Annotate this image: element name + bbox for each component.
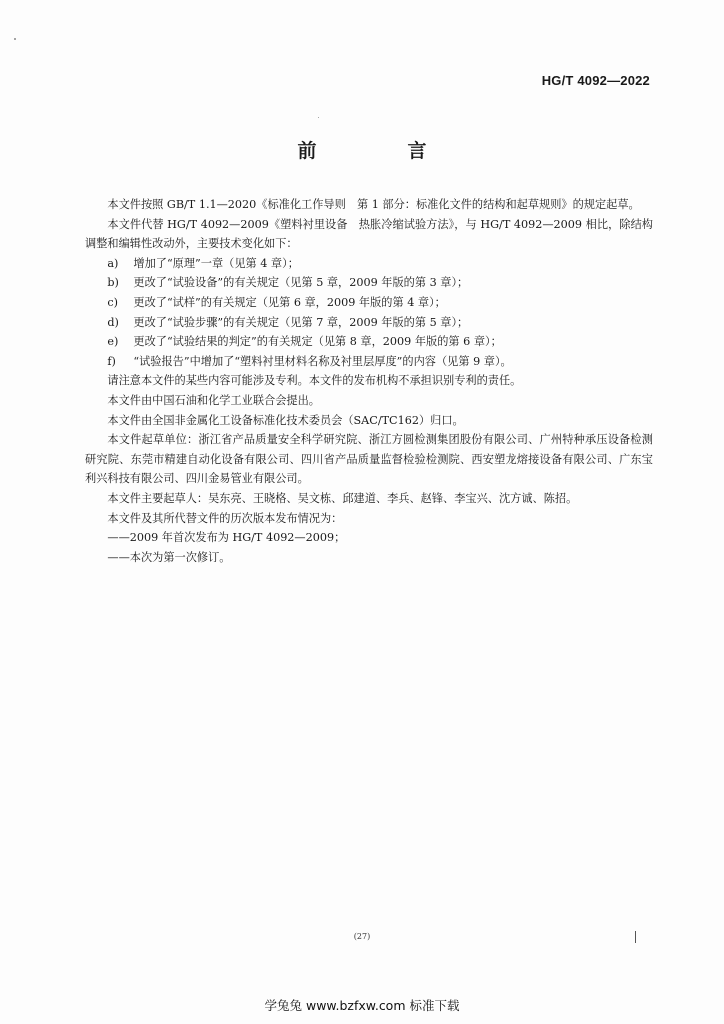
change-item-text: “试验报告”中增加了“塑料衬里材料名称及衬里层厚度”的内容（见第 9 章）。 <box>133 354 512 368</box>
change-item-label: e) <box>107 335 119 349</box>
change-item <box>85 332 653 352</box>
change-item <box>85 273 653 293</box>
change-item-text: 更改了“试验设备”的有关规定（见第 5 章，2009 年版的第 3 章）； <box>133 276 469 290</box>
page-number: (27) <box>353 932 371 941</box>
page-title: 前 言 <box>297 140 463 162</box>
change-item <box>85 254 653 274</box>
paragraph-drafting-rules: 本文件按照 GB/T 1.1—2020《标准化工作导则 第 1 部分：标准化文件的结构和起草规则》的规定起草。 <box>107 198 640 211</box>
change-item <box>85 293 653 313</box>
paragraph-proposer: 本文件由中国石油和化学工业联合会提出。 <box>107 393 320 407</box>
paragraph-replacement: 本文件代替 HG/T 4092—2009《塑料衬里设备 热胀冷缩试验方法》，与 HG/T 4092—2009 相比，除结构调整和编辑性改动外，主要技术变化如下： <box>85 217 653 251</box>
change-item-label: a) <box>107 256 119 270</box>
document-code: HG/T 4092—2022 <box>541 73 650 88</box>
margin-mark <box>635 931 636 943</box>
paragraph-patent-notice: 请注意本文件的某些内容可能涉及专利。本文件的发布机构不承担识别专利的责任。 <box>107 374 522 388</box>
change-item-text: 更改了“试验步骤”的有关规定（见第 7 章，2009 年版的第 5 章）； <box>133 315 469 329</box>
change-item <box>85 313 653 333</box>
paragraph-version-history: 本文件及其所代替文件的历次版本发布情况为： <box>107 511 343 525</box>
scan-speck <box>318 117 319 118</box>
change-item <box>85 352 653 372</box>
history-item: ——2009 年首次发布为 HG/T 4092—2009； <box>107 531 346 545</box>
change-item-label: c) <box>107 295 119 309</box>
scan-speck <box>14 38 16 40</box>
paragraph-committee: 本文件由全国非金属化工设备标准化技术委员会（SAC/TC162）归口。 <box>107 413 464 427</box>
change-item-text: 更改了“试样”的有关规定（见第 6 章，2009 年版的第 4 章）； <box>133 295 446 309</box>
watermark-footer: 学兔兔 www.bzfxw.com 标准下载 <box>264 998 460 1013</box>
change-item-text: 更改了“试验结果的判定”的有关规定（见第 8 章，2009 年版的第 6 章）； <box>133 335 502 349</box>
change-item-text: 增加了“原理”一章（见第 4 章）； <box>133 256 299 270</box>
history-item: ——本次为第一次修订。 <box>107 550 231 564</box>
change-item-label: b) <box>107 276 119 290</box>
paragraph-drafters: 本文件主要起草人：吴东亮、王晓格、吴文栋、邱建道、李兵、赵锋、李宝兴、沈方诚、陈招。 <box>107 491 578 505</box>
change-item-label: f) <box>107 354 116 368</box>
document-body <box>85 195 653 567</box>
paragraph-drafting-units: 本文件起草单位：浙江省产品质量安全科学研究院、浙江方圆检测集团股份有限公司、广州特种承压设备检测研究院、东莞市精建自动化设备有限公司、四川省产品质量监督检验检测院、西安塑龙熔接设备有限公司、广东宝利兴科技有限公司、四川金易管业有限公司。 <box>85 433 653 486</box>
change-item-label: d) <box>107 315 119 329</box>
